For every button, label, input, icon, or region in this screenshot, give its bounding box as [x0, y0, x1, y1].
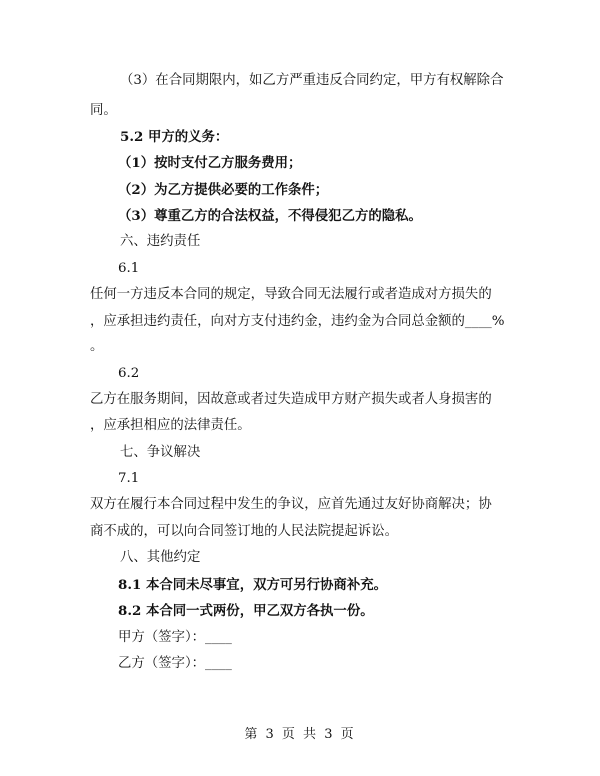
clause-8-1: 8.1 本合同未尽事宜，双方可另行协商补充。	[118, 577, 387, 593]
party-a-signature: 甲方（签字）：____	[118, 630, 232, 645]
clause-6-2-number: 6.2	[118, 366, 140, 381]
clause-5-2-item-1: （1）按时支付乙方服务费用；	[118, 155, 302, 171]
clause-6-1-line-2: ，应承担违约责任，向对方支付违约金，违约金为合同总金额的____%	[90, 314, 505, 329]
section-8-heading: 八、其他约定	[120, 550, 201, 565]
party-b-signature: 乙方（签字）：____	[118, 656, 232, 671]
clause-5-1-item-3-line-2: 同。	[90, 103, 117, 118]
clause-6-2-line-2: ，应承担相应的法律责任。	[90, 418, 251, 433]
section-6-heading: 六、违约责任	[120, 234, 201, 249]
clause-5-1-item-3-line-1: （3）在合同期限内，如乙方严重违反合同约定，甲方有权解除合	[120, 73, 504, 88]
clause-6-1-line-1: 任何一方违反本合同的规定，导致合同无法履行或者造成对方损失的	[90, 287, 492, 302]
clause-7-1-line-1: 双方在履行本合同过程中发生的争议，应首先通过友好协商解决；协	[90, 497, 492, 512]
section-7-heading: 七、争议解决	[120, 445, 201, 460]
clause-5-2-item-2: （2）为乙方提供必要的工作条件；	[118, 182, 329, 198]
clause-5-2-item-3: （3）尊重乙方的合法权益，不得侵犯乙方的隐私。	[118, 208, 422, 224]
clause-7-1-number: 7.1	[118, 471, 140, 486]
clause-6-1-number: 6.1	[118, 261, 140, 276]
clause-8-2: 8.2 本合同一式两份，甲乙双方各执一份。	[118, 603, 374, 619]
clause-6-2-line-1: 乙方在服务期间，因故意或者过失造成甲方财产损失或者人身损害的	[90, 392, 492, 407]
heading-5-2: 5.2 甲方的义务：	[120, 129, 229, 145]
clause-7-1-line-2: 商不成的，可以向合同签订地的人民法院提起诉讼。	[90, 524, 398, 539]
page-number: 第 3 页 共 3 页	[244, 727, 356, 742]
clause-6-1-line-3: 。	[90, 339, 104, 354]
